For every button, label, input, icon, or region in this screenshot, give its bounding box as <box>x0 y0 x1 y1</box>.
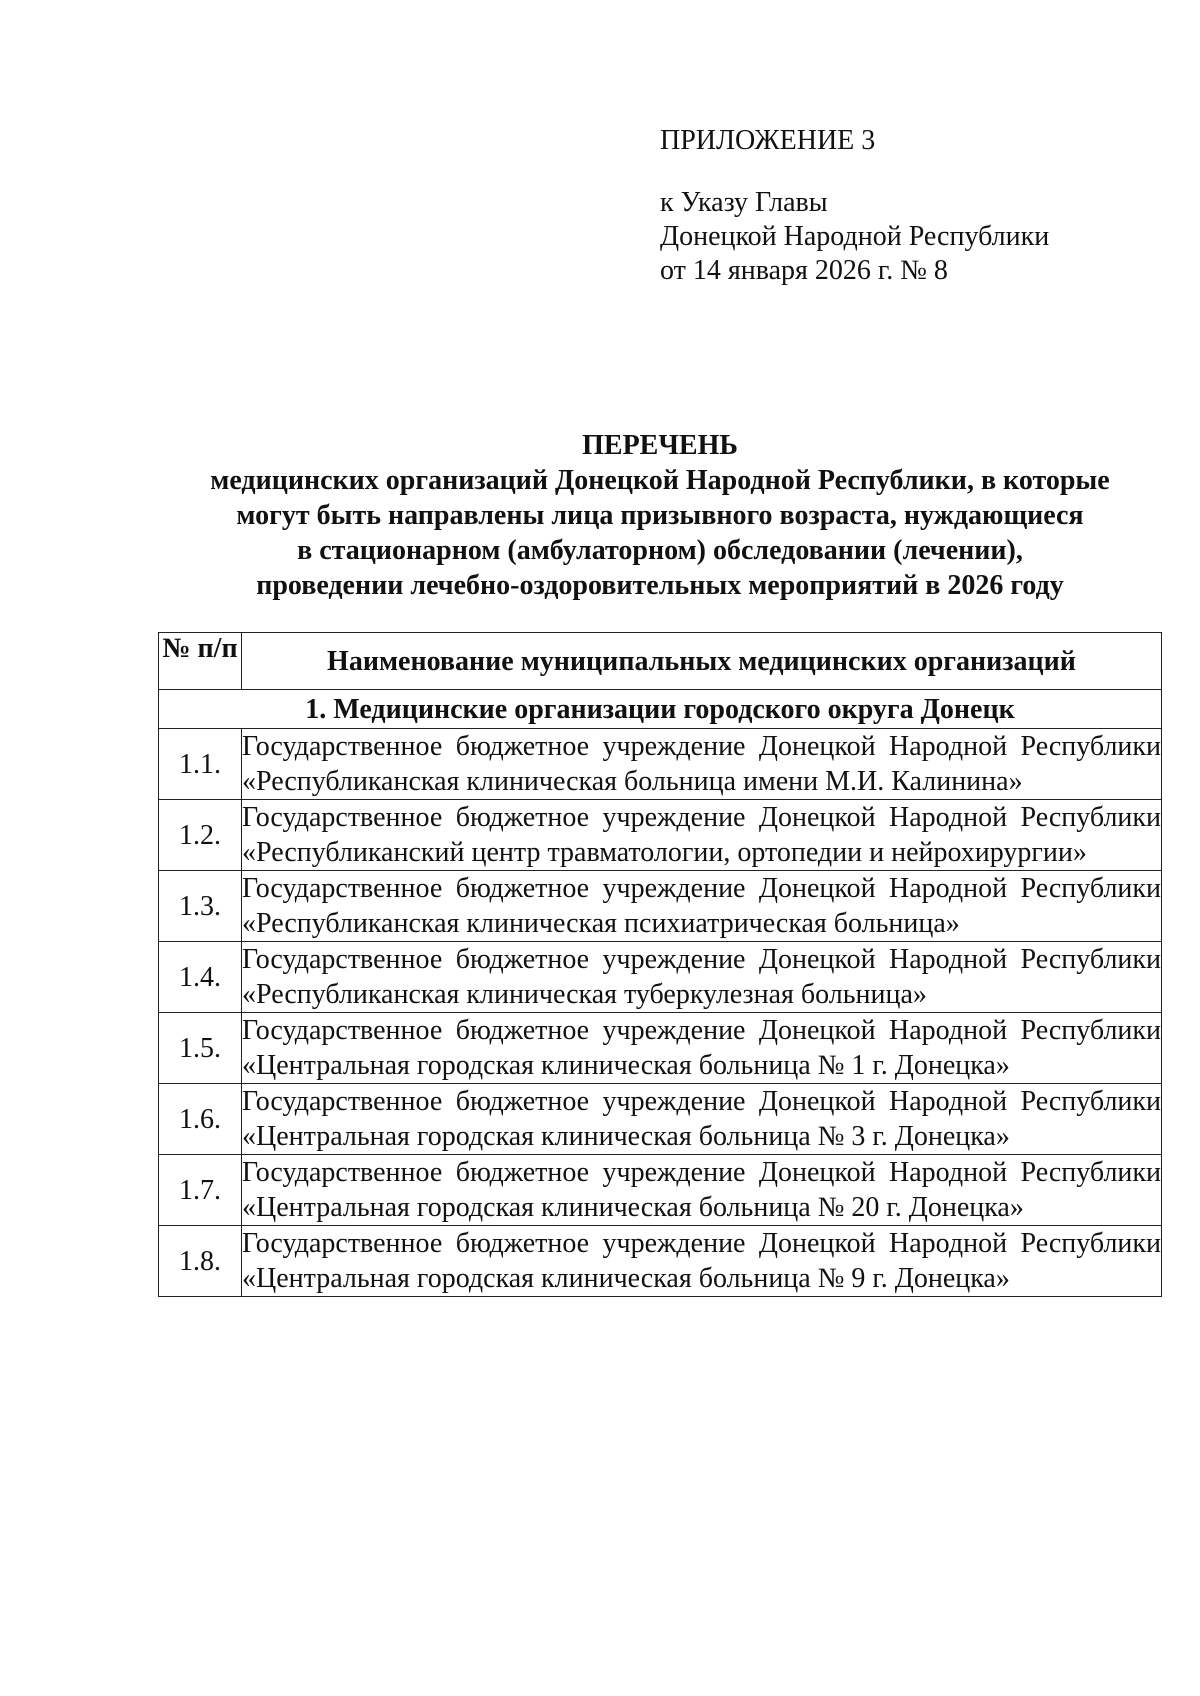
appendix-title: ПРИЛОЖЕНИЕ 3 <box>660 125 876 156</box>
appendix-block <box>660 124 1049 288</box>
appendix-line-republic: Донецкой Народной Республики <box>660 221 1050 252</box>
column-header-number: № п/п <box>159 633 242 690</box>
table-row <box>159 1226 1162 1297</box>
row-org-name: Государственное бюджетное учреждение Донецкой Народной Республики «Центральная городская клиническая больница № 20 г. Донецка» <box>242 1155 1162 1226</box>
section-row <box>159 690 1162 729</box>
appendix-line-date: от 14 января 2026 г. № 8 <box>660 255 948 286</box>
row-number: 1.3. <box>159 871 242 942</box>
heading-line-3: в стационарном (амбулаторном) обследовании (лечении), <box>297 535 1023 566</box>
heading-line-1: медицинских организаций Донецкой Народной Республики, в которые <box>210 465 1110 496</box>
row-number: 1.7. <box>159 1155 242 1226</box>
heading-title: ПЕРЕЧЕНЬ <box>582 430 738 461</box>
row-number: 1.2. <box>159 800 242 871</box>
table-row <box>159 800 1162 871</box>
document-heading <box>150 428 1170 603</box>
table-row <box>159 942 1162 1013</box>
table-row <box>159 871 1162 942</box>
row-org-name: Государственное бюджетное учреждение Донецкой Народной Республики «Центральная городская клиническая больница № 1 г. Донецка» <box>242 1013 1162 1084</box>
appendix-line-decree: к Указу Главы <box>660 187 828 218</box>
row-org-name: Государственное бюджетное учреждение Донецкой Народной Республики «Республиканская клиническая психиатрическая больница» <box>242 871 1162 942</box>
section-title: 1. Медицинские организации городского округа Донецк <box>159 690 1162 729</box>
row-org-name: Государственное бюджетное учреждение Донецкой Народной Республики «Центральная городская клиническая больница № 3 г. Донецка» <box>242 1084 1162 1155</box>
table-row <box>159 1013 1162 1084</box>
row-number: 1.8. <box>159 1226 242 1297</box>
row-org-name: Государственное бюджетное учреждение Донецкой Народной Республики «Центральная городская клиническая больница № 9 г. Донецка» <box>242 1226 1162 1297</box>
column-header-name: Наименование муниципальных медицинских организаций <box>242 633 1162 690</box>
row-number: 1.5. <box>159 1013 242 1084</box>
table-row <box>159 1155 1162 1226</box>
row-number: 1.6. <box>159 1084 242 1155</box>
table-header-row <box>159 633 1162 690</box>
row-number: 1.1. <box>159 729 242 800</box>
heading-line-4: проведении лечебно-оздоровительных мероприятий в 2026 году <box>256 570 1064 601</box>
organizations-table <box>158 632 1162 1297</box>
row-number: 1.4. <box>159 942 242 1013</box>
row-org-name: Государственное бюджетное учреждение Донецкой Народной Республики «Республиканская клиническая больница имени М.И. Калинина» <box>242 729 1162 800</box>
table-row <box>159 1084 1162 1155</box>
heading-line-2: могут быть направлены лица призывного возраста, нуждающиеся <box>236 500 1084 531</box>
table-row <box>159 729 1162 800</box>
row-org-name: Государственное бюджетное учреждение Донецкой Народной Республики «Республиканский центр травматологии, ортопедии и нейрохирургии» <box>242 800 1162 871</box>
row-org-name: Государственное бюджетное учреждение Донецкой Народной Республики «Республиканская клиническая туберкулезная больница» <box>242 942 1162 1013</box>
